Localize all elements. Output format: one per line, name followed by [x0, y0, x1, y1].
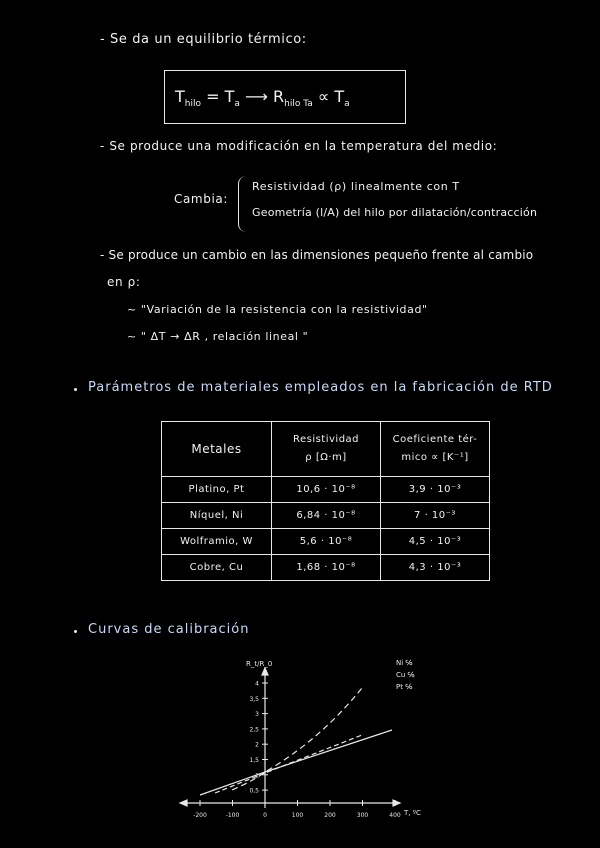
- x-axis-arrow-left: [180, 800, 187, 806]
- cell-resistivity: 5,6 · 10⁻⁸: [272, 529, 381, 555]
- y-tick-label: 0,5: [249, 787, 259, 795]
- curve-pt: [200, 730, 392, 795]
- parameters-title: Parámetros de materiales empleados en la fabricación de RTD: [88, 380, 553, 395]
- cell-metal: Platino, Pt: [162, 477, 272, 503]
- y-tick-label: 3,5: [249, 695, 259, 703]
- x-tick-label: 100: [291, 812, 304, 819]
- curve-ni: [232, 688, 362, 790]
- eq-alpha: ∝: [317, 87, 330, 106]
- x-axis-arrow: [393, 800, 400, 806]
- eq-ta: T: [224, 87, 235, 106]
- eq-r-sub: hilo Ta: [284, 99, 313, 110]
- header-resistivity-2: ρ [Ω·m]: [305, 452, 347, 463]
- x-tick-label: 400: [389, 812, 401, 819]
- cell-resistivity: 6,84 · 10⁻⁸: [272, 503, 381, 529]
- eq-ta2-sub: a: [344, 99, 350, 110]
- y-tick-label: 2,5: [249, 726, 259, 734]
- dimension-change-line-b: en ρ:: [107, 275, 141, 289]
- eq-ta2: T: [334, 87, 345, 106]
- cell-coefficient: 3,9 · 10⁻³: [381, 477, 490, 503]
- equilibrium-line: - Se da un equilibrio térmico:: [100, 32, 307, 47]
- variation-note: ~ "Variación de la resistencia con la resistividad": [127, 303, 428, 316]
- cell-coefficient: 7 · 10⁻³: [381, 503, 490, 529]
- linear-relation-note: ~ " ΔT → ΔR , relación lineal ": [127, 330, 309, 343]
- cell-resistivity: 10,6 · 10⁻⁸: [272, 477, 381, 503]
- eq-t: T: [175, 87, 185, 106]
- x-tick-label: -100: [225, 812, 240, 819]
- x-tick-label: -200: [193, 812, 207, 819]
- cambia-item-geometry: Geometría (l/A) del hilo por dilatación/contracción: [252, 206, 538, 219]
- eq-arrow: ⟶: [244, 87, 268, 106]
- header-metal: Metales: [162, 422, 272, 477]
- x-tick-label: 0: [263, 812, 267, 819]
- cell-metal: Cobre, Cu: [162, 555, 272, 581]
- cambia-item-resistivity: Resistividad (ρ) linealmente con T: [252, 180, 460, 193]
- x-tick-label: 300: [356, 812, 369, 819]
- y-tick-label: 1,5: [249, 757, 259, 764]
- cambia-label: Cambia:: [174, 192, 228, 206]
- legend-ni: Ni ℅: [396, 659, 413, 667]
- cell-resistivity: 1,68 · 10⁻⁸: [272, 555, 381, 581]
- eq-equal: =: [206, 87, 220, 106]
- cell-coefficient: 4,5 · 10⁻³: [381, 529, 490, 555]
- y-axis-arrow: [262, 668, 268, 675]
- calibration-title: Curvas de calibración: [88, 622, 250, 637]
- legend-cu: Cu ℅: [396, 671, 415, 679]
- x-axis-label: T, ºC: [404, 809, 421, 817]
- cell-metal: Níquel, Ni: [162, 503, 272, 529]
- header-coefficient-2: mico ∝ [K⁻¹]: [401, 452, 469, 463]
- eq-ta-sub: a: [234, 99, 240, 110]
- header-coefficient-1: Coeficiente tér-: [392, 434, 478, 445]
- dimension-change-line: - Se produce un cambio en las dimensiones pequeño frente al cambio: [100, 248, 534, 262]
- cell-metal: Wolframio, W: [162, 529, 272, 555]
- y-tick-label: 3: [255, 711, 259, 719]
- eq-t-sub: hilo: [184, 99, 201, 110]
- y-tick-label: 4: [255, 680, 259, 688]
- y-axis-label: R_t/R_0: [246, 660, 273, 668]
- x-tick-label: 200: [324, 812, 336, 819]
- legend-pt: Pt ℅: [396, 683, 413, 691]
- header-resistivity-1: Resistividad: [292, 434, 360, 445]
- y-tick-label: 1: [255, 772, 259, 780]
- temperature-change-line: - Se produce una modificación en la temperatura del medio:: [100, 139, 498, 153]
- y-tick-label: 2: [255, 741, 259, 749]
- eq-r: R: [273, 87, 285, 106]
- cell-coefficient: 4,3 · 10⁻³: [381, 555, 490, 581]
